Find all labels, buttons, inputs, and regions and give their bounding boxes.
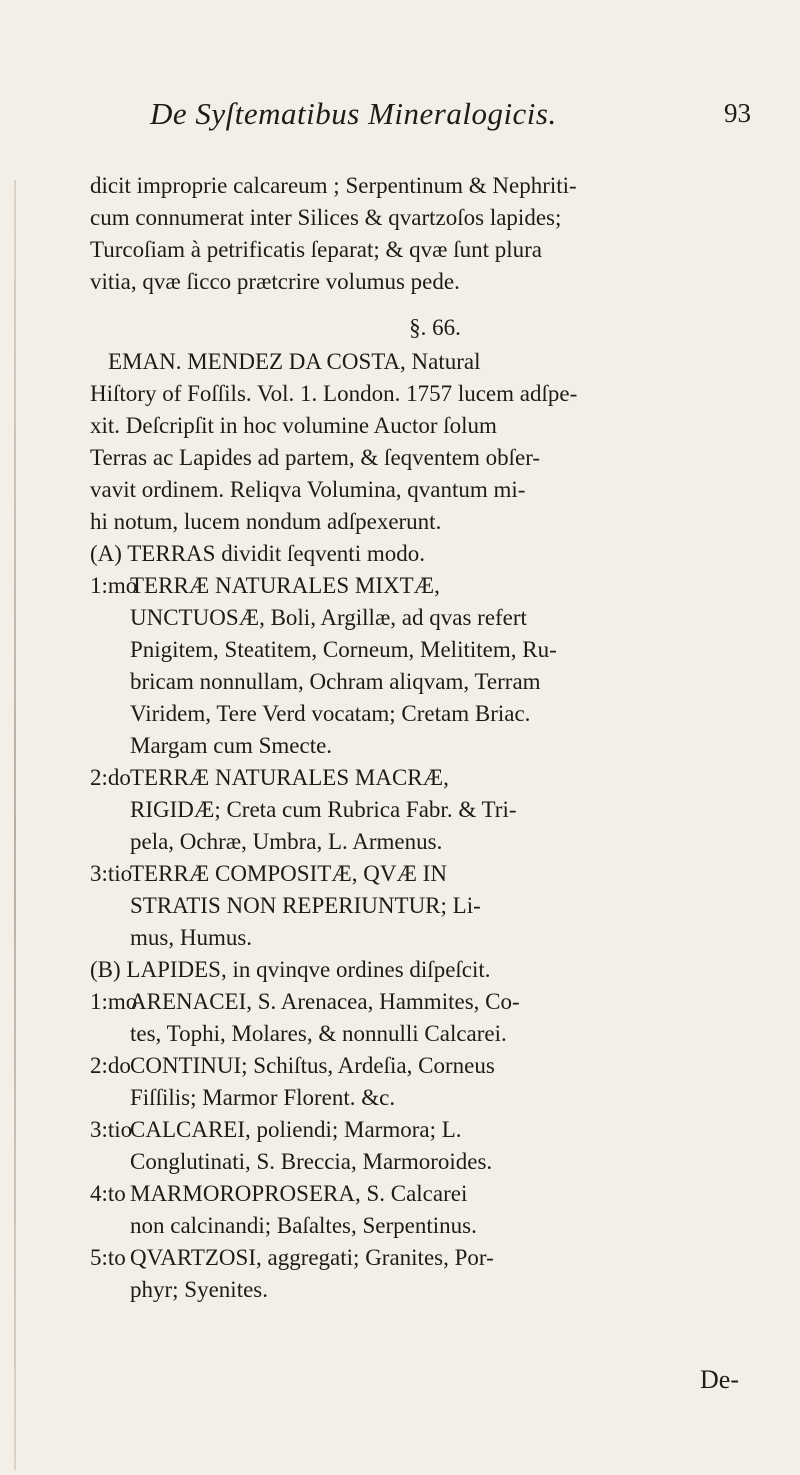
- ordinal: 3:tio: [90, 1117, 133, 1142]
- costa-paragraph: [90, 346, 780, 538]
- text-line: Conglutinati, S. Breccia, Marmoroides.: [130, 1149, 493, 1174]
- page-body: [90, 170, 780, 1306]
- text-line: phyr; Syenites.: [130, 1277, 268, 1302]
- ordinal: 5:to: [90, 1245, 126, 1270]
- list-item: [90, 858, 780, 954]
- text-line: STRATIS NON REPERIUNTUR; Li-: [130, 893, 481, 918]
- text-line: Pnigitem, Steatitem, Corneum, Melititem, Ru-: [130, 637, 557, 662]
- list-item: [90, 1242, 780, 1306]
- text-line: Viridem, Tere Verd vocatam; Cretam Briac.: [130, 701, 531, 726]
- text-line: CONTINUI; Schiſtus, Ardeſia, Corneus: [130, 1053, 495, 1078]
- text-line: Turcoſiam à petrificatis ſeparat; & qvæ ſunt plura: [90, 237, 543, 262]
- list-item: [90, 1178, 780, 1242]
- list-item: [90, 570, 780, 762]
- text-line: UNCTUOSÆ, Boli, Argillæ, ad qvas refert: [130, 605, 527, 630]
- page-gutter-shadow: [14, 180, 16, 1470]
- page-number: 93: [724, 98, 751, 128]
- text-line: TERRÆ NATURALES MIXTÆ,: [130, 573, 440, 598]
- group-label: (A) TERRAS dividit ſeqventi modo.: [90, 541, 425, 566]
- ordinal: 2:do: [90, 765, 131, 790]
- running-title: De Syſtematibus Mineralogicis.: [150, 96, 557, 131]
- text-line: TERRÆ NATURALES MACRÆ,: [130, 765, 449, 790]
- text-line: hi notum, lucem nondum adſpexerunt.: [90, 509, 442, 534]
- text-line: EMAN. MENDEZ DA COSTA, Natural: [108, 349, 481, 374]
- text-line: vitia, qvæ ſicco prætcrire volumus pede.: [90, 269, 460, 294]
- text-line: QVARTZOSI, aggregati; Granites, Por-: [130, 1245, 494, 1270]
- list-item: [90, 1114, 780, 1178]
- text-line: mus, Humus.: [130, 925, 253, 950]
- text-line: ARENACEI, S. Arenacea, Hammites, Co-: [130, 989, 520, 1014]
- list-item: [90, 1050, 780, 1114]
- text-line: RIGIDÆ; Creta cum Rubrica Fabr. & Tri-: [130, 797, 517, 822]
- text-line: pela, Ochræ, Umbra, L. Armenus.: [130, 829, 443, 854]
- ordinal: 1:mo: [90, 989, 138, 1014]
- lapides-group: [90, 954, 780, 1306]
- text-line: Margam cum Smecte.: [130, 733, 333, 758]
- ordinal: 4:to: [90, 1181, 126, 1206]
- text-line: Hiſtory of Foſſils. Vol. 1. London. 1757 lucem adſpe-: [90, 381, 578, 406]
- list-item: [90, 986, 780, 1050]
- group-label: (B) LAPIDES, in qvinqve ordines diſpeſcit.: [90, 957, 491, 982]
- text-line: bricam nonnullam, Ochram aliqvam, Terram: [130, 669, 541, 694]
- text-line: MARMOROPROSERA, S. Calcarei: [130, 1181, 468, 1206]
- text-line: dicit improprie calcareum ; Serpentinum & Nephriti-: [90, 173, 577, 198]
- terras-group: [90, 538, 780, 954]
- ordinal: 1:mo: [90, 573, 138, 598]
- text-line: TERRÆ COMPOSITÆ, QVÆ IN: [130, 861, 447, 886]
- list-item: [90, 762, 780, 858]
- text-line: non calcinandi; Baſaltes, Serpentinus.: [130, 1213, 477, 1238]
- text-line: Fiſſilis; Marmor Florent. &c.: [130, 1085, 396, 1110]
- ordinal: 3:tio: [90, 861, 133, 886]
- text-line: cum connumerat inter Silices & qvartzoſos lapides;: [90, 205, 562, 230]
- text-line: tes, Tophi, Molares, & nonnulli Calcarei.: [130, 1021, 507, 1046]
- text-line: xit. Deſcripſit in hoc volumine Auctor ſolum: [90, 413, 497, 438]
- text-line: CALCAREI, poliendi; Marmora; L.: [130, 1117, 462, 1142]
- page-header: [0, 96, 800, 136]
- section-heading: §. 66.: [409, 315, 461, 340]
- text-line: Terras ac Lapides ad partem, & ſeqventem obſer-: [90, 445, 541, 470]
- text-line: vavit ordinem. Reliqva Volumina, qvantum mi-: [90, 477, 526, 502]
- catchword: De-: [700, 1365, 739, 1394]
- ordinal: 2:do: [90, 1053, 131, 1078]
- intro-paragraph: [90, 170, 780, 298]
